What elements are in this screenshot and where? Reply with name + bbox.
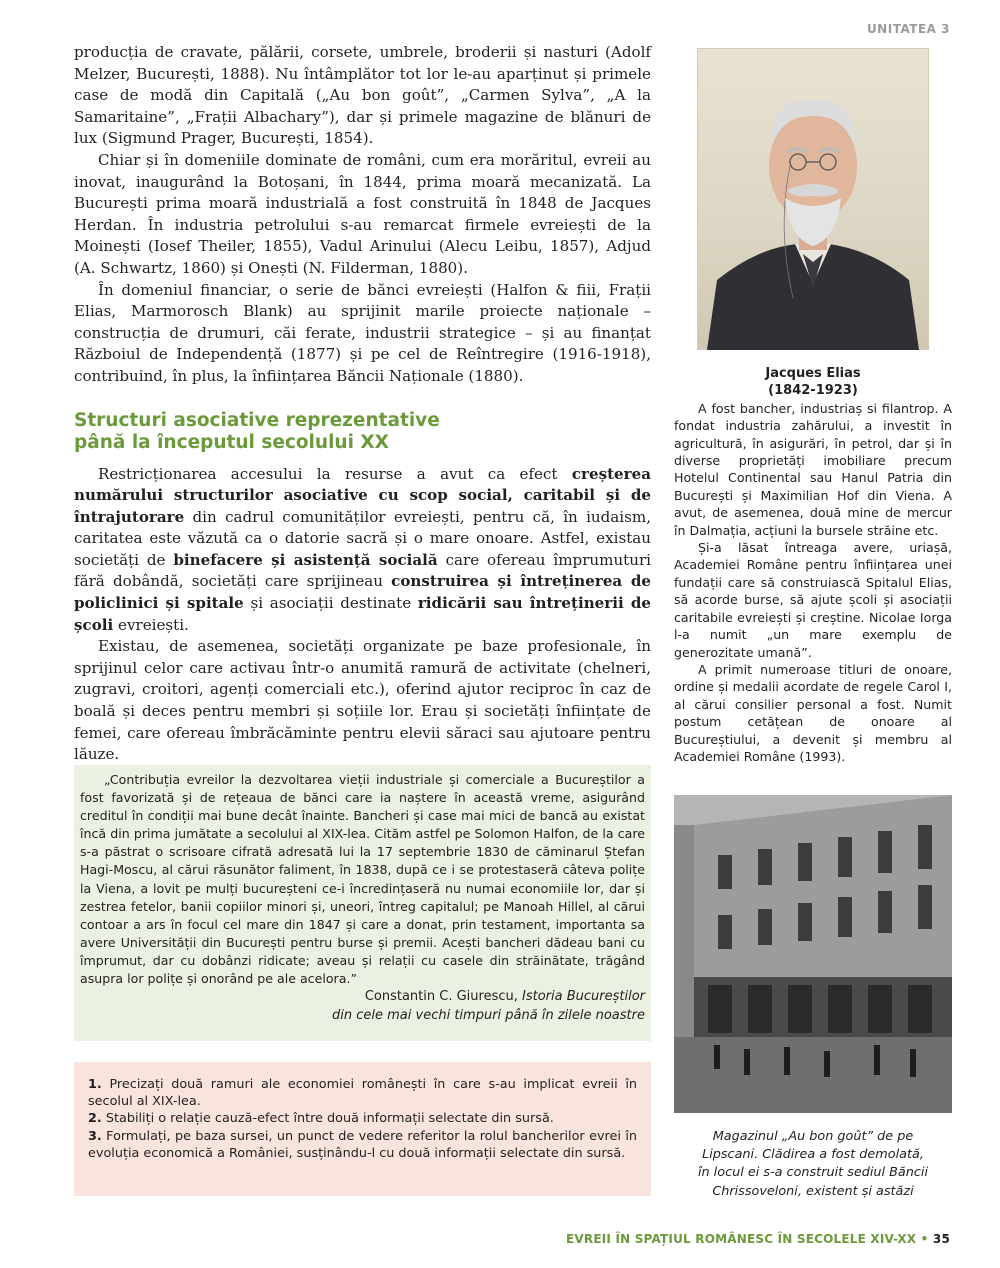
text-run: care ofereau împrumuturi fără dobândă, societăți care sprijineau [74, 550, 651, 591]
quote-author: Constantin C. Giurescu, [364, 989, 522, 1005]
quote-work-title: din cele mai vechi timpuri până în zilele noastre [332, 1007, 645, 1023]
bold-text: binefacere și asistență socială [173, 550, 438, 569]
page-number: 35 [932, 1232, 950, 1246]
paragraph: Existau, de asemenea, societăți organizate pe baze profesionale, în sprijinul celor care activau într-o anumită ramură de activitate (chelneri, zugravi, croitori, agenți comerciali etc.), oferind ajutor reciproc în caz de boală și deces pentru membri și soțiile lor. Erau și societăți înființate de femei, care ofereau îmbrăcăminte pentru elevii săraci sau ajutoare pentru lăuze. [74, 637, 651, 764]
quote-work-title: Istoria Bucureștilor [522, 989, 645, 1005]
footer-separator: • [920, 1232, 929, 1246]
unit-label: UNITATEA 3 [866, 22, 950, 36]
photo-caption-line: Lipscani. Clădirea a fost demolată, [702, 1147, 924, 1163]
questions-box [74, 1062, 651, 1196]
paragraph: În domeniul financiar, o serie de bănci evreiești (Halfon & fiii, Frații Elias, Marmorosch Blank) au sprijinit marile proiecte naționale – construcția de drumuri, căi ferate, industrii strategice – și au finanțat Războiul de Independență (1877) și pe cel de Reîntregire (1916-1918), contribuind, în plus, la înființarea Băncii Naționale (1880). [74, 280, 651, 385]
question-item [88, 1110, 637, 1127]
question-item [88, 1128, 637, 1162]
portrait-years: (1842-1923) [768, 383, 858, 399]
building-illustration [674, 795, 952, 1113]
paragraph [74, 464, 651, 637]
quote-source-line [80, 988, 645, 1007]
question-number: 3. [88, 1128, 102, 1144]
photo-caption [674, 1128, 952, 1201]
bio-paragraph: A primit numeroase titluri de onoare, ordine și medalii acordate de regele Carol I, al cărui consilier personal a fost. Numit postum cetățean de onoare al Bucureștiului, a devenit și membru al Academiei Române (1993). [674, 661, 952, 764]
question-text: Formulați, pe baza sursei, un punct de vedere referitor la rolul bancherilor evrei în evoluția economică a României, susținându-l cu două informații selectate din sursă. [88, 1128, 637, 1161]
portrait-caption [674, 365, 952, 400]
portrait-name: Jacques Elias [765, 366, 861, 381]
question-number: 1. [88, 1077, 102, 1092]
biography-sidebar [674, 365, 952, 765]
page-footer [566, 1232, 950, 1246]
paragraph: Chiar și în domeniile dominate de români, cum era morăritul, evreii au inovat, inaugurând la Botoșani, în 1844, prima moară mecanizată. La București prima moară industrială a fost construită în 1848 de Jacques Herdan. În industria petrolului s-au remarcat firmele evreiești de la Moinești (Iosef Theiler, 1855), Vadul Arinului (Alecu Leibu, 1857), Adjud (A. Schwartz, 1860) și Onești (N. Filderman, 1880). [74, 150, 651, 277]
question-text: Stabiliți o relație cauză-efect între două informații selectate din sursă. [101, 1111, 554, 1127]
portrait-illustration [697, 48, 929, 350]
historic-building-photo [674, 795, 952, 1113]
question-number: 2. [88, 1111, 102, 1127]
bold-text: creșterea numărului structurilor asociative cu scop social, caritabil și de întrajutorare [74, 464, 651, 526]
photo-caption-line: în locul ei s-a construit sediul Băncii [697, 1165, 929, 1181]
bold-text: construirea și întreținerea de policlinici și spitale [74, 572, 651, 613]
section-title-line: până la începutul secolului XX [74, 431, 389, 453]
source-quote-box [74, 765, 651, 1041]
footer-title: EVREII ÎN SPAȚIUL ROMÂNESC ÎN SECOLELE XIV-XX [566, 1232, 917, 1246]
main-text-column [74, 42, 651, 766]
portrait-image [697, 48, 929, 350]
section-title [74, 410, 651, 454]
bio-paragraph: A fost bancher, industriaș si filantrop. A fondat industria zahărului, a investit în agricultură, în asigurări, în petrol, dar și în diverse proprietăți imobiliare precum Hotelul Continental sau Hanul Patria din București și Maximilian Hof din Viena. A avut, de asemenea, două mine de mercur în Dalmația, acțiuni la bursele străine etc. [674, 400, 952, 538]
text-run: din cadrul comunităților evreiești, pentru că, în iudaism, caritatea este văzută ca o datorie sacră și o mare onoare. Astfel, existau societăți de [74, 507, 651, 569]
text-run: evreiești. [113, 615, 189, 634]
bold-text: ridicării sau întreținerii de școli [74, 594, 651, 634]
question-text: Precizați două ramuri ale economiei românești în care s-au implicat evreii în secolul al XIX-lea. [88, 1077, 637, 1110]
question-item [88, 1076, 637, 1110]
text-run: și asociații destinate [243, 594, 418, 613]
photo-caption-line: Chrissoveloni, existent și astăzi [712, 1183, 914, 1199]
photo-caption-line: Magazinul „Au bon goût” de pe [712, 1129, 914, 1144]
section-title-line: Structuri asociative reprezentative [74, 409, 440, 431]
quote-source [80, 988, 645, 1025]
bio-paragraph: Și-a lăsat întreaga avere, uriașă, Academiei Române pentru înființarea unei fundații care să construiască Spitalul Elias, să acorde burse, să ajute școli și asociații caritabile evreiești și creștine. Nicolae Iorga l-a numit „un mare exemplu de generozitate umană”. [674, 540, 952, 660]
paragraph: producția de cravate, pălării, corsete, umbrele, broderii și nasturi (Adolf Melzer, București, 1888). Nu întâmplător tot lor le-au aparținut și primele case de modă din Capitală („Au bon goût”, „Carmen Sylva”, „A la Samaritaine”, „Frații Albachary”), dar și primele magazine de blănuri de lux (Sigmund Prager, București, 1854). [74, 43, 651, 148]
text-run: Restricționarea accesului la resurse a avut ca efect [98, 464, 572, 483]
quote-text: „Contribuția evreilor la dezvoltarea vieții industriale și comerciale a Bucureștilor a fost favorizată și de rețeaua de bănci care ia naștere în această vreme, asigurând creditul în condiții mai bune decât înainte. Bancheri și case mai mici de bancă au existat încă din prima jumătate a secolului al XIX-lea. Cităm astfel pe Solomon Halfon, de la care s-a păstrat o scrisoare cifrată adresată lui la 17 septembrie 1830 de căminarul Ștefan Hagi-Moscu, al cărui răsunător faliment, în 1838, după ce i se protestaseră câteva polițe la Viena, a lovit pe mulți bucureșteni ce-i încredințaseră nu numai economiile lor, dar și zestrea fetelor, banii copiilor minori și, uneori, întreg capitalul; pe Manoah Hillel, al cărui contoar a ars în focul cel mare din 1847 și care a donat, prin testament, importanta sa avere Universității din București pentru burse și premii. Acești bancheri dădeau bani cu împrumut, dar cu dobânzi ridicate; aveau și relații cu casele din străinătate, trăgând asupra lor polițe și onorând pe ale acelora.” [80, 772, 645, 987]
